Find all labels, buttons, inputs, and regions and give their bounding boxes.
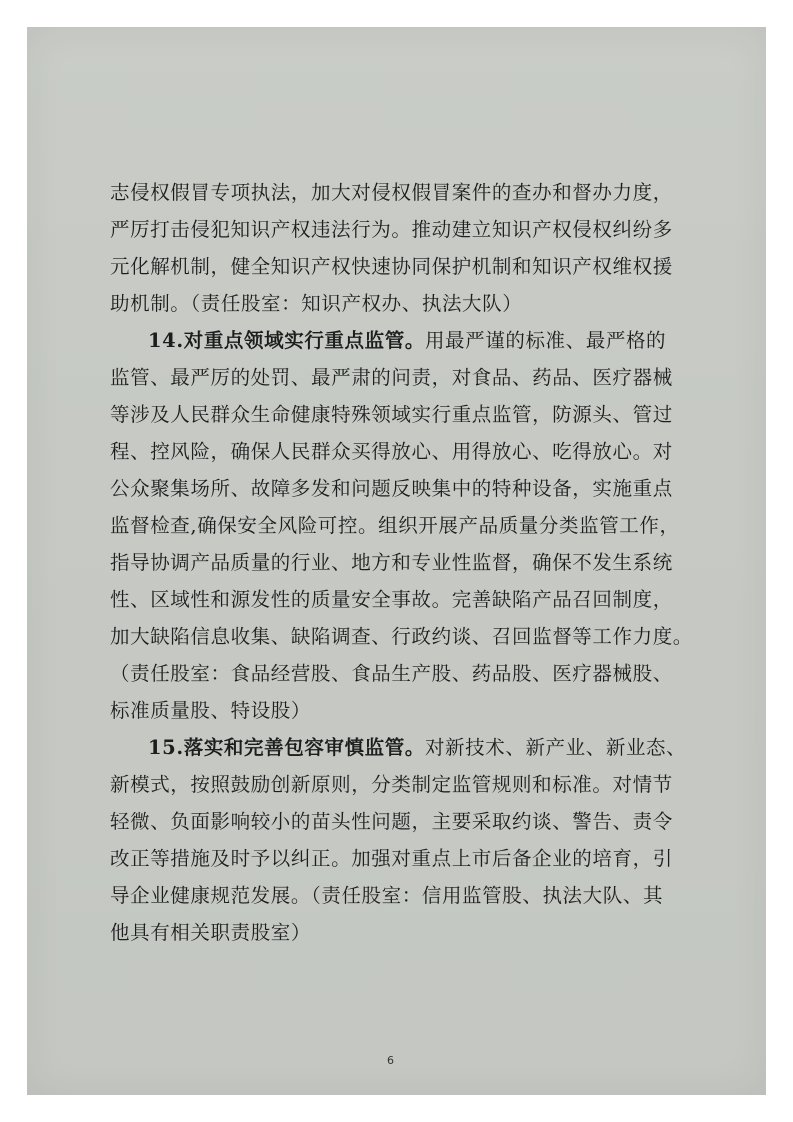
- paragraph-line: 轻微、负面影响较小的苗头性问题，主要采取约谈、警告、责令: [110, 810, 673, 833]
- paragraph-line: 改正等措施及时予以纠正。加强对重点上市后备企业的培育，引: [110, 847, 673, 870]
- section-14-heading: 14.对重点领域实行重点监管。: [148, 329, 425, 352]
- paragraph-line: （责任股室：食品经营股、食品生产股、药品股、医疗器械股、: [110, 662, 673, 685]
- paragraph-line: 志侵权假冒专项执法，加大对侵权假冒案件的查办和督办力度，: [110, 181, 673, 204]
- paragraph-line: 程、控风险，确保人民群众买得放心、用得放心、吃得放心。对: [110, 440, 673, 463]
- section-14-first-line: [148, 326, 666, 356]
- scanned-page: [27, 27, 766, 1095]
- paragraph-line: 他具有相关职责股室）: [110, 921, 312, 944]
- paragraph-line: 导企业健康规范发展。（责任股室：信用监管股、执法大队、其: [110, 884, 664, 907]
- section-15-heading: 15.落实和完善包容审慎监管。: [148, 736, 425, 759]
- paragraph-line: 监管、最严厉的处罚、最严肃的问责，对食品、药品、医疗器械: [110, 366, 673, 389]
- paragraph-line: 指导协调产品质量的行业、地方和专业性监督，确保不发生系统: [110, 551, 673, 574]
- paragraph-line: 新模式，按照鼓励创新原则，分类制定监管规则和标准。对情节: [110, 773, 673, 796]
- paragraph-line: 性、区域性和源发性的质量安全事故。完善缺陷产品召回制度，: [110, 588, 673, 611]
- paragraph-line: 严厉打击侵犯知识产权违法行为。推动建立知识产权侵权纠纷多: [110, 218, 673, 241]
- paragraph-line: 标准质量股、特设股）: [110, 699, 312, 722]
- paragraph-line: 元化解机制，健全知识产权快速协同保护机制和知识产权维权援: [110, 255, 673, 278]
- section-14-first-line-text: 用最严谨的标准、最严格的: [424, 329, 667, 352]
- paragraph-line: 助机制。（责任股室：知识产权办、执法大队）: [110, 292, 523, 315]
- paragraph-line: 加大缺陷信息收集、缺陷调查、行政约谈、召回监督等工作力度。: [110, 625, 693, 648]
- section-15-first-line: [148, 733, 686, 763]
- paragraph-line: 等涉及人民群众生命健康特殊领域实行重点监管，防源头、管过: [110, 403, 673, 426]
- page-number: 6: [387, 1054, 394, 1067]
- section-15-first-line-text: 对新技术、新产业、新业态、: [424, 736, 687, 759]
- paragraph-line: 监督检查,确保安全风险可控。组织开展产品质量分类监管工作，: [110, 514, 680, 537]
- paragraph-line: 公众聚集场所、故障多发和问题反映集中的特种设备，实施重点: [110, 477, 673, 500]
